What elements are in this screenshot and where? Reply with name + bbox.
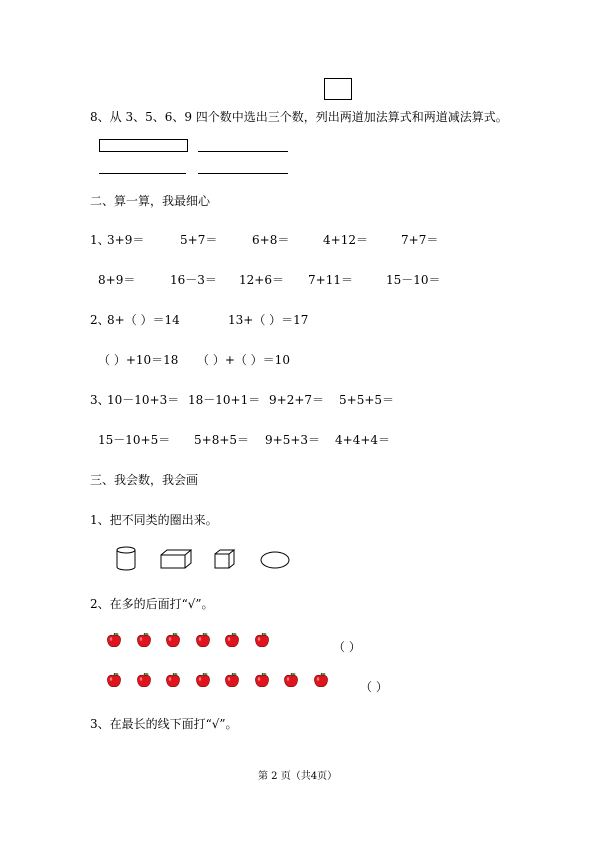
s2-row1-item: 7+7＝ xyxy=(401,233,439,247)
answer-box-top xyxy=(324,78,352,100)
answer-paren-row1[interactable]: （ ） xyxy=(333,640,361,654)
s3-q3-text: 3、在最长的线下面打“√”。 xyxy=(90,717,238,731)
answer-box-q8 xyxy=(99,139,188,152)
apple-icon xyxy=(254,632,270,648)
s2-row3-item: 8+（ ）＝14 xyxy=(107,313,180,327)
apple-icon xyxy=(106,672,122,688)
s2-row4-item: （ ）+10＝18 xyxy=(98,353,179,367)
s2-q2-label: 2、 xyxy=(90,313,110,327)
answer-line-q8-1 xyxy=(198,151,288,152)
s2-row1-item: 4+12＝ xyxy=(323,233,368,247)
apple-icon xyxy=(136,672,152,688)
cuboid-icon xyxy=(160,549,192,569)
s2-row6-item: 15－10+5＝ xyxy=(98,433,171,447)
answer-line-q8-2 xyxy=(99,173,186,174)
s2-row6-item: 5+8+5＝ xyxy=(194,433,250,447)
s2-row6-item: 4+4+4＝ xyxy=(335,433,391,447)
cylinder-icon xyxy=(115,546,137,572)
apple-icon xyxy=(106,632,122,648)
s2-row2-item: 8+9＝ xyxy=(98,273,136,287)
s2-row2-item: 12+6＝ xyxy=(239,273,284,287)
s2-row5-item: 5+5+5＝ xyxy=(339,393,395,407)
ellipse-icon xyxy=(259,550,291,570)
s2-row2-item: 15－10＝ xyxy=(386,273,441,287)
apple-icon xyxy=(136,632,152,648)
s2-row2-item: 7+11＝ xyxy=(308,273,353,287)
s2-row3-item: 13+（ ）＝17 xyxy=(228,313,309,327)
s2-row5-item: 10－10+3＝ xyxy=(107,393,180,407)
apple-icon xyxy=(195,632,211,648)
answer-paren-row2[interactable]: （ ） xyxy=(360,680,388,694)
apple-icon xyxy=(165,672,181,688)
apple-icon xyxy=(313,672,329,688)
s2-q3-label: 3、 xyxy=(90,393,110,407)
apple-icon xyxy=(224,672,240,688)
apple-icon xyxy=(224,632,240,648)
s2-row1-item: 6+8＝ xyxy=(252,233,290,247)
s2-row4-item: （ ）+（ ）＝10 xyxy=(197,353,290,367)
apple-icon xyxy=(165,632,181,648)
answer-line-q8-3 xyxy=(198,173,288,174)
s2-row5-item: 9+2+7＝ xyxy=(269,393,325,407)
question-8-text: 8、从 3、5、6、9 四个数中选出三个数，列出两道加法算式和两道减法算式。 xyxy=(90,110,508,124)
s2-row2-item: 16－3＝ xyxy=(170,273,217,287)
s3-q2-text: 2、在多的后面打“√”。 xyxy=(90,597,214,611)
s2-row5-item: 18－10+1＝ xyxy=(188,393,261,407)
page-footer: 第 2 页（共4页） xyxy=(258,771,338,782)
s2-row6-item: 9+5+3＝ xyxy=(265,433,321,447)
section-2-heading: 二、算一算，我最细心 xyxy=(90,194,211,208)
cube-icon xyxy=(214,549,236,569)
apple-icon xyxy=(254,672,270,688)
section-3-heading: 三、我会数，我会画 xyxy=(90,473,199,487)
s3-q1-text: 1、把不同类的圈出来。 xyxy=(90,513,218,527)
apple-icon xyxy=(195,672,211,688)
apple-icon xyxy=(283,672,299,688)
s2-q1-label: 1、 xyxy=(90,233,110,247)
s2-row1-item: 3+9＝ xyxy=(107,233,145,247)
s2-row1-item: 5+7＝ xyxy=(180,233,218,247)
